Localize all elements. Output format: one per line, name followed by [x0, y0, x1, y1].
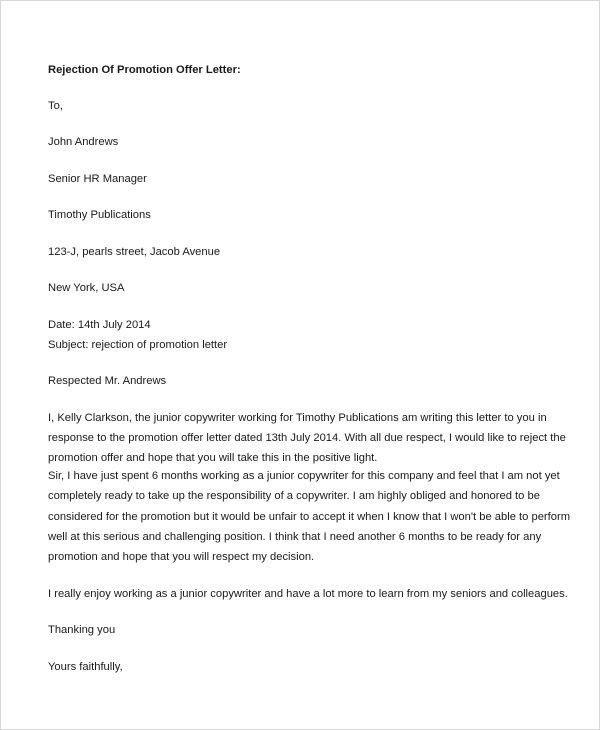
paragraph2-line: Sir, I have just spent 6 months working as a junior copywriter for this company and feel that I am not yet — [48, 470, 560, 482]
paragraph1-line: promotion offer and hope that you will take this in the positive light. — [48, 452, 378, 464]
address-line: 123-J, pearls street, Jacob Avenue — [48, 246, 221, 258]
paragraph2-line: well at this serious and challenging position. I think that I need another 6 months to be ready for any — [48, 531, 542, 543]
sign-off: Yours faithfully, — [48, 661, 123, 673]
letter-title: Rejection Of Promotion Offer Letter: — [48, 64, 241, 76]
paragraph3: I really enjoy working as a junior copywriter and have a lot more to learn from my seniors and colleagues. — [48, 588, 568, 600]
recipient-name: John Andrews — [48, 136, 119, 148]
paragraph2-line: considered for the promotion but it would be unfair to accept it when I know that I won't be able to perform — [48, 511, 571, 523]
paragraph2-line: completely ready to take up the responsibility of a copywriter. I am highly obliged and honored to be — [48, 490, 540, 502]
paragraph2-line: promotion and hope that you will respect my decision. — [48, 551, 315, 563]
salutation-to: To, — [48, 100, 63, 112]
closing-thanks: Thanking you — [48, 624, 116, 636]
greeting: Respected Mr. Andrews — [48, 375, 167, 387]
paragraph1-line: I, Kelly Clarkson, the junior copywriter working for Timothy Publications am writing this letter to you in — [48, 412, 547, 424]
letter-date: Date: 14th July 2014 — [48, 319, 151, 331]
paragraph1-line: response to the promotion offer letter dated 13th July 2014. With all due respect, I would like to reject the — [48, 432, 566, 444]
company-name: Timothy Publications — [48, 209, 151, 221]
letter-subject: Subject: rejection of promotion letter — [48, 339, 228, 351]
city-country: New York, USA — [48, 282, 125, 294]
recipient-position: Senior HR Manager — [48, 173, 147, 185]
